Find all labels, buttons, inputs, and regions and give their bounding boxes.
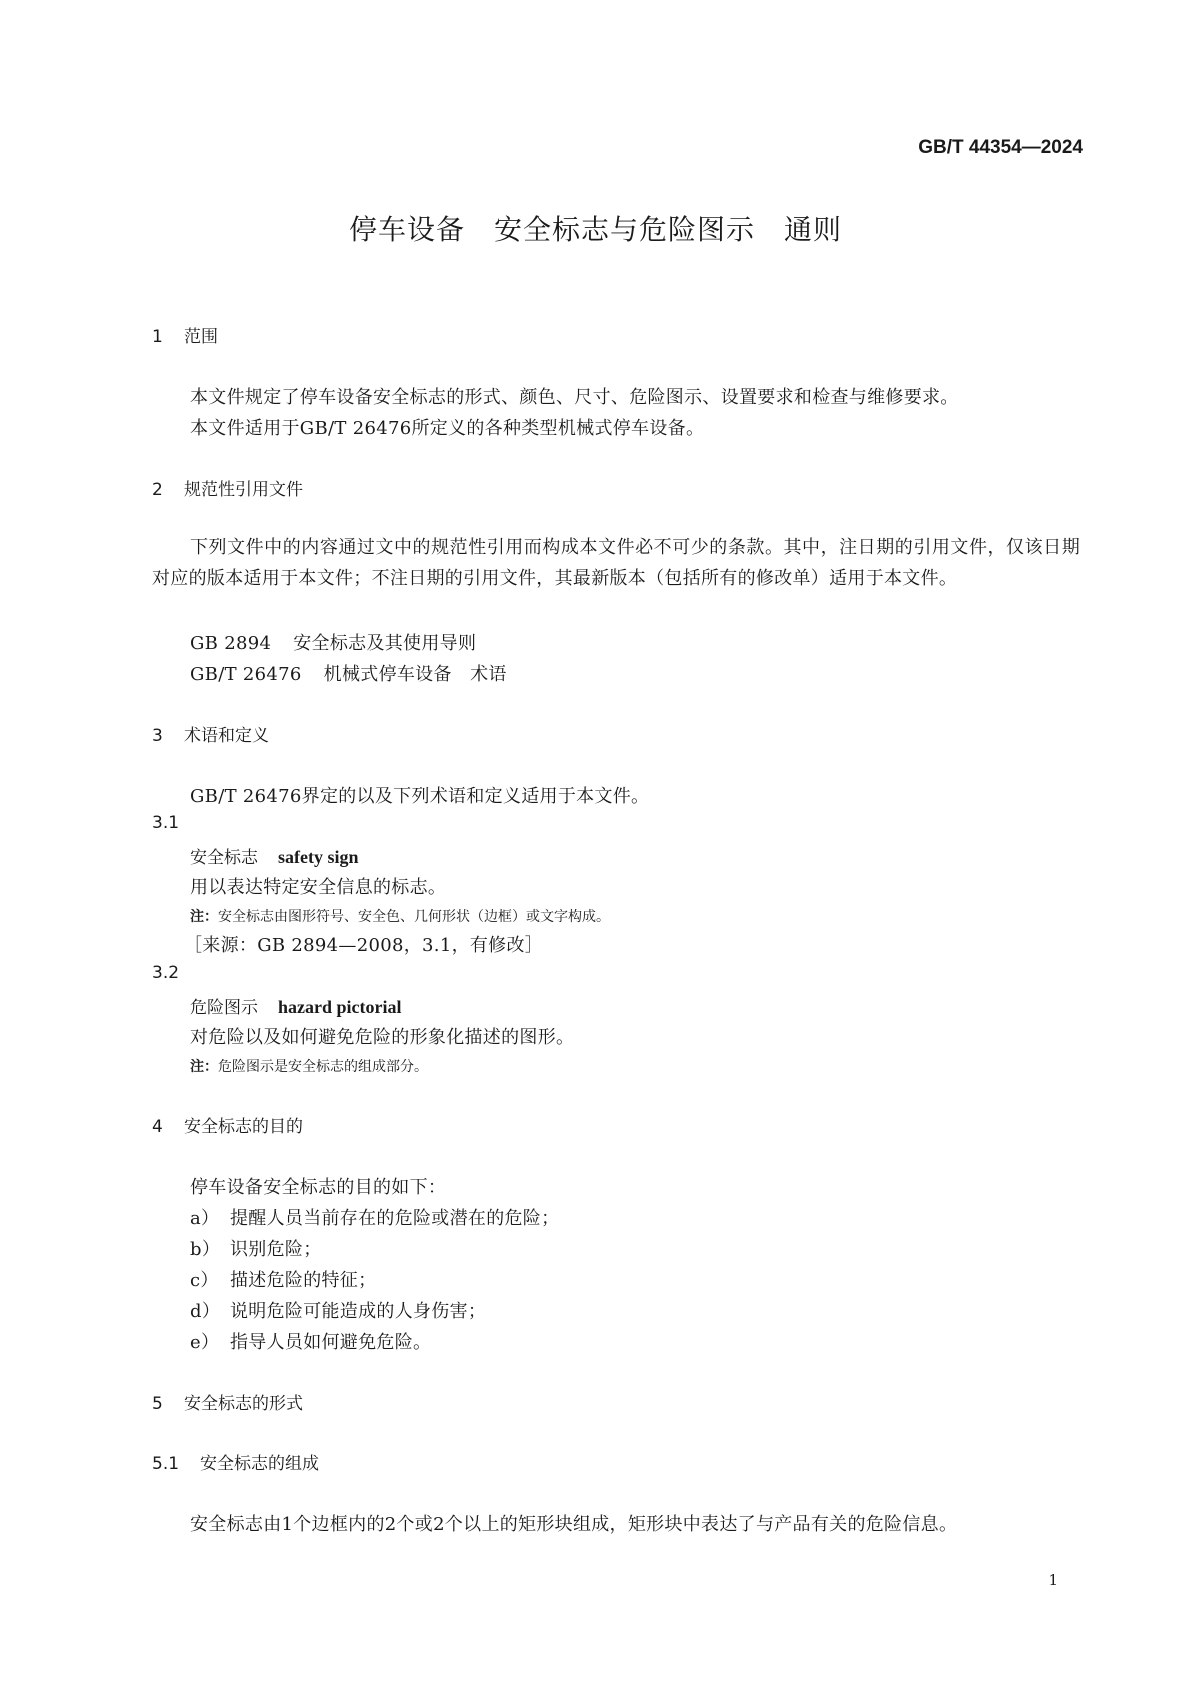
subsection-number: 5.1	[152, 1454, 180, 1474]
list-item	[190, 1235, 322, 1261]
note-label: 注：	[190, 909, 218, 925]
document-title: 停车设备 安全标志与危险图示 通则	[348, 213, 842, 246]
list-text: 提醒人员当前存在的危险或潜在的危险；	[230, 1208, 560, 1229]
reference-item	[190, 629, 476, 655]
term-zh: 危险图示	[190, 998, 258, 1018]
note-text: 安全标志由图形符号、安全色、几何形状（边框）或文字构成。	[218, 909, 610, 925]
term-source: ［来源：GB 2894—2008，3.1，有修改］	[184, 935, 544, 956]
section-number: 2	[152, 480, 163, 500]
reference-code: GB/T 26476	[190, 664, 302, 685]
paragraph: 停车设备安全标志的目的如下：	[190, 1177, 447, 1198]
section-title: 规范性引用文件	[184, 480, 303, 500]
paragraph: 本文件规定了停车设备安全标志的形式、颜色、尺寸、危险图示、设置要求和检查与维修要求。	[190, 387, 959, 408]
subsection-title: 安全标志的组成	[200, 1454, 319, 1474]
section-title: 安全标志的形式	[184, 1394, 303, 1414]
list-item	[190, 1328, 431, 1354]
term-en: hazard pictorial	[278, 997, 402, 1017]
list-tag: d）	[190, 1301, 221, 1322]
section-2-heading	[152, 475, 303, 500]
reference-name: 安全标志及其使用导则	[293, 633, 477, 654]
term-number: 3.2	[152, 963, 180, 983]
term-entry	[190, 843, 359, 868]
list-tag: e）	[190, 1332, 220, 1353]
list-tag: c）	[190, 1270, 219, 1291]
list-text: 指导人员如何避免危险。	[230, 1332, 432, 1353]
subsection-5-1-heading	[152, 1449, 319, 1474]
reference-item	[190, 660, 507, 686]
list-item	[190, 1204, 559, 1230]
term-definition: 用以表达特定安全信息的标志。	[190, 877, 447, 898]
paragraph: 下列文件中的内容通过文中的规范性引用而构成本文件必不可少的条款。其中，注日期的引用文件，仅该日期对应的版本适用于本文件；不注日期的引用文件，其最新版本（包括所有的修改单）适用于本文件。	[152, 537, 1080, 589]
list-tag: a）	[190, 1208, 220, 1229]
paragraph: GB/T 26476界定的以及下列术语和定义适用于本文件。	[190, 786, 650, 807]
note-text: 危险图示是安全标志的组成部分。	[218, 1059, 428, 1075]
term-note	[190, 1056, 428, 1076]
list-item	[190, 1297, 486, 1323]
term-entry	[190, 993, 402, 1018]
section-number: 5	[152, 1394, 163, 1414]
term-definition: 对危险以及如何避免危险的形象化描述的图形。	[190, 1027, 575, 1048]
page-number: 1	[1048, 1571, 1058, 1589]
list-text: 描述危险的特征；	[230, 1270, 377, 1291]
section-title: 范围	[184, 327, 218, 347]
section-5-heading	[152, 1389, 303, 1414]
section-title: 安全标志的目的	[184, 1117, 303, 1137]
term-zh: 安全标志	[190, 848, 258, 868]
section-1-heading	[152, 322, 218, 347]
section-number: 4	[152, 1117, 163, 1137]
term-en: safety sign	[278, 847, 359, 867]
section-4-heading	[152, 1112, 303, 1137]
list-text: 说明危险可能造成的人身伤害；	[230, 1301, 487, 1322]
term-number: 3.1	[152, 813, 180, 833]
standard-number: GB/T 44354—2024	[918, 137, 1083, 158]
term-note	[190, 906, 610, 926]
section-3-heading	[152, 721, 269, 746]
list-item	[190, 1266, 376, 1292]
section-number: 3	[152, 726, 163, 746]
section-number: 1	[152, 327, 163, 347]
paragraph: 本文件适用于GB/T 26476所定义的各种类型机械式停车设备。	[190, 418, 705, 439]
reference-name: 机械式停车设备 术语	[323, 664, 507, 685]
list-text: 识别危险；	[230, 1239, 322, 1260]
section-title: 术语和定义	[184, 726, 269, 746]
note-label: 注：	[190, 1059, 218, 1075]
paragraph: 安全标志由1个边框内的2个或2个以上的矩形块组成，矩形块中表达了与产品有关的危险信息。	[190, 1514, 958, 1535]
list-tag: b）	[190, 1239, 221, 1260]
reference-code: GB 2894	[190, 633, 272, 654]
